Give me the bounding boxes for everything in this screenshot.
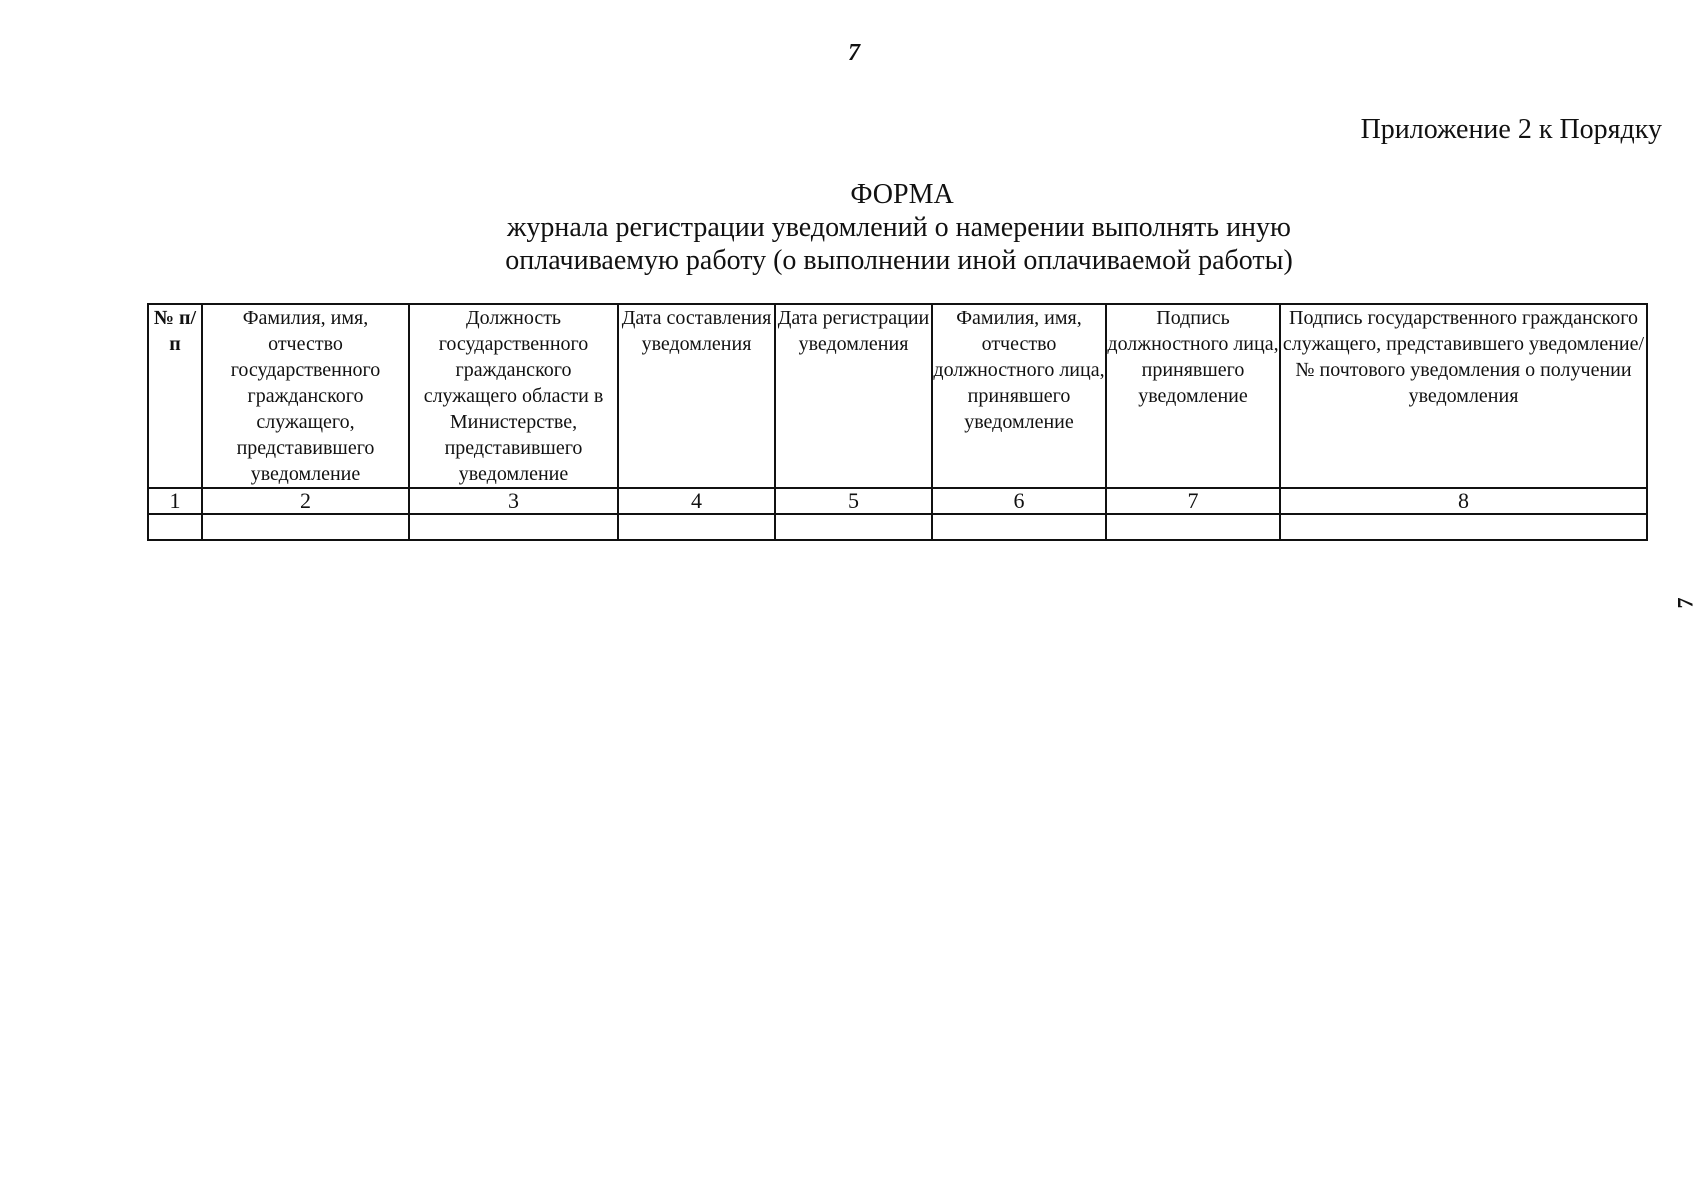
column-header-date-registered: Дата регистрации уведомления [775, 304, 932, 488]
form-subtitle-line-2: оплачиваемую работу (о выполнении иной оплачиваемой работы) [505, 245, 1293, 276]
table-cell [148, 514, 202, 540]
column-header-official-name: Фамилия, имя, отчество должностного лица, принявшего уведомление [932, 304, 1106, 488]
column-number: 4 [618, 488, 775, 514]
table-cell [409, 514, 618, 540]
column-number: 1 [148, 488, 202, 514]
column-number-row [148, 488, 1647, 514]
column-number: 7 [1106, 488, 1280, 514]
column-number: 8 [1280, 488, 1647, 514]
column-number: 5 [775, 488, 932, 514]
registration-journal-table [147, 303, 1648, 541]
table-cell [1280, 514, 1647, 540]
column-number: 6 [932, 488, 1106, 514]
form-subtitle-line-1: журнала регистрации уведомлений о намерении выполнять иную [507, 212, 1291, 243]
margin-handwritten-mark: 7 [1672, 597, 1698, 609]
appendix-label: Приложение 2 к Порядку [1360, 114, 1662, 145]
table-row [148, 514, 1647, 540]
table-cell [775, 514, 932, 540]
column-header-employee-position: Должность государственного гражданского служащего области в Министерстве, представившего уведомление [409, 304, 618, 488]
table-header-row [148, 304, 1647, 488]
form-title: ФОРМА [850, 179, 954, 210]
column-header-number: № п/п [148, 304, 202, 488]
column-number: 3 [409, 488, 618, 514]
column-header-official-signature: Подпись должностного лица, принявшего уведомление [1106, 304, 1280, 488]
table-cell [932, 514, 1106, 540]
column-header-date-drafted: Дата составления уведомления [618, 304, 775, 488]
column-header-employee-name: Фамилия, имя, отчество государственного гражданского служащего, представившего уведомление [202, 304, 409, 488]
page-number: 7 [848, 40, 860, 66]
column-header-employee-signature: Подпись государственного гражданского служащего, представившего уведомление/ № почтового уведомления о получении уведомления [1280, 304, 1647, 488]
column-number: 2 [202, 488, 409, 514]
table-cell [202, 514, 409, 540]
table-cell [1106, 514, 1280, 540]
table-cell [618, 514, 775, 540]
